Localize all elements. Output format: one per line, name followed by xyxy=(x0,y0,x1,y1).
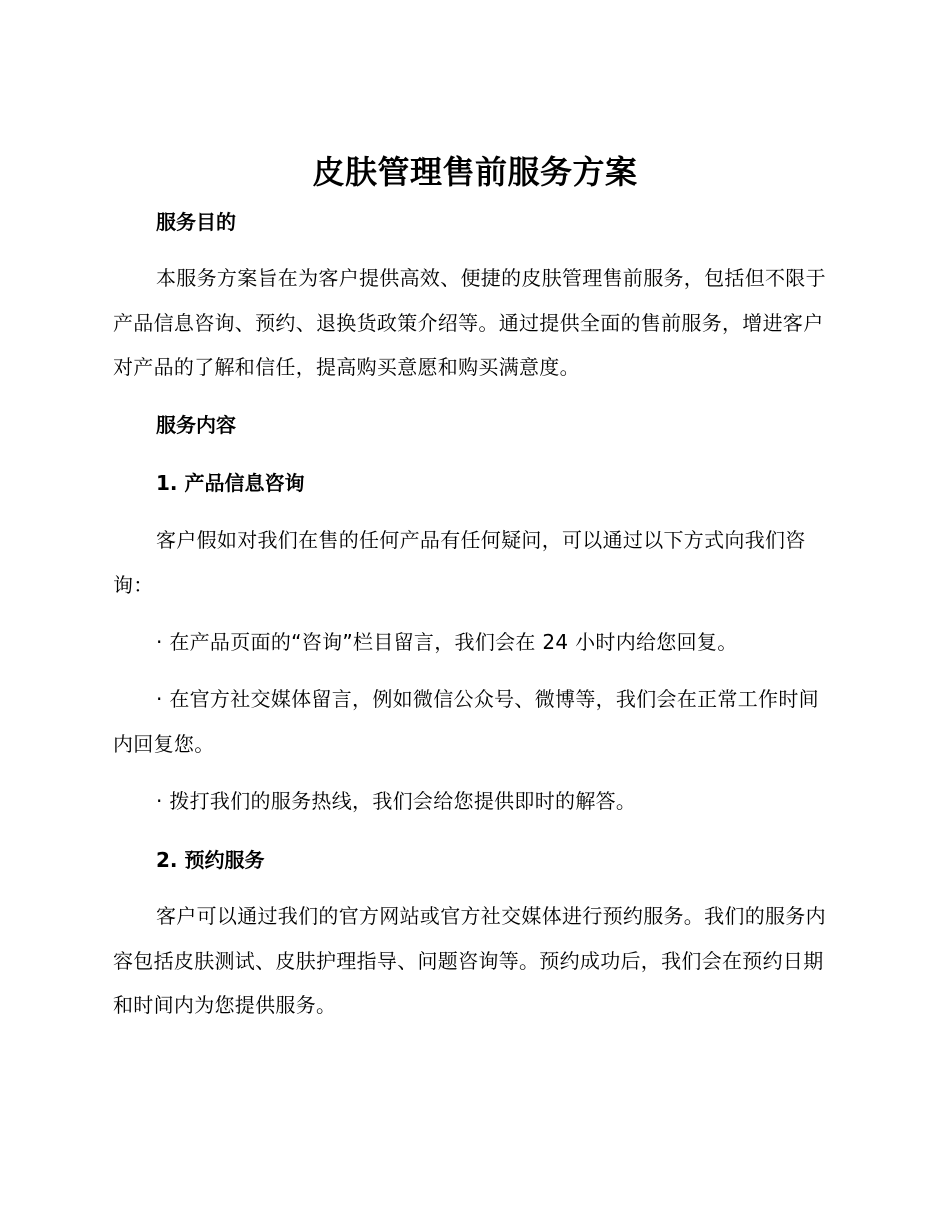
section-heading-content: 服务内容 xyxy=(156,413,236,437)
bullet-item-social-media: · 在官方社交媒体留言，例如微信公众号、微博等，我们会在正常工作时间内回复您。 xyxy=(113,687,819,756)
bullet-item-hotline: · 拨打我们的服务热线，我们会给您提供即时的解答。 xyxy=(156,789,637,813)
paragraph-appointment: 客户可以通过我们的官方网站或官方社交媒体进行预约服务。我们的服务内容包括皮肤测试、皮肤护理指导、问题咨询等。预约成功后，我们会在预约日期和时间内为您提供服务。 xyxy=(113,904,826,1017)
paragraph-purpose: 本服务方案旨在为客户提供高效、便捷的皮肤管理售前服务，包括但不限于产品信息咨询、预约、退换货政策介绍等。通过提供全面的售前服务，增进客户对产品的了解和信任，提高购买意愿和购买满意度。 xyxy=(113,266,826,379)
paragraph-product-consultation: 客户假如对我们在售的任何产品有任何疑问，可以通过以下方式向我们咨询： xyxy=(113,528,806,597)
section-heading-product-consultation: 1. 产品信息咨询 xyxy=(156,471,305,495)
section-heading-purpose: 服务目的 xyxy=(156,210,236,234)
document-title: 皮肤管理售前服务方案 xyxy=(312,153,638,191)
bullet-item-product-page: · 在产品页面的“咨询”栏目留言，我们会在 24 小时内给您回复。 xyxy=(156,630,738,654)
section-heading-appointment: 2. 预约服务 xyxy=(156,848,265,872)
